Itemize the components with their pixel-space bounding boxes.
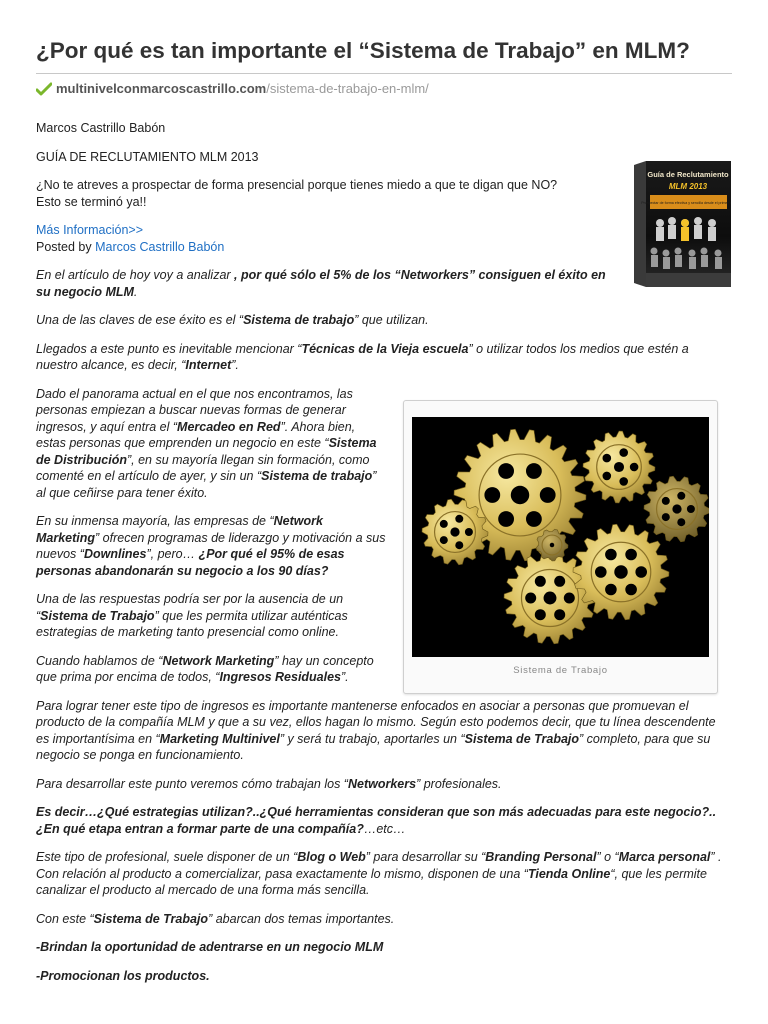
url-path: /sistema-de-trabajo-en-mlm/	[266, 81, 429, 96]
author-line: Marcos Castrillo Babón	[36, 121, 166, 135]
paragraph: -Promocionan los productos.	[36, 968, 210, 983]
posted-by-author-link[interactable]: Marcos Castrillo Babón	[95, 239, 225, 254]
gear-shape	[583, 431, 655, 503]
paragraph: Cuando hablamos de “Network Marketing” hay un concepto que prima por encima de todos, “Ingresos Residuales”.	[36, 653, 374, 684]
gears-graphic	[412, 417, 709, 657]
gears-image[interactable]	[412, 417, 709, 657]
paragraph: -Brindan la oportunidad de adentrarse en un negocio MLM	[36, 940, 384, 954]
promo-line-2: Esto se terminó ya!!	[36, 194, 147, 209]
source-url[interactable]	[36, 81, 429, 96]
book-title-1: Guía de Reclutamiento	[647, 170, 729, 179]
paragraph: En el artículo de hoy voy a analizar , por qué sólo el 5% de los “Networkers” consiguen el éxito en su negocio MLM.	[36, 268, 606, 299]
book-cover-graphic	[630, 161, 731, 287]
gear-shape	[422, 499, 488, 565]
paragraph: Una de las respuestas podría ser por la ausencia de un “Sistema de Trabajo” que les permita utilizar auténticas estrategias de marketing tanto presencial como online.	[36, 592, 348, 639]
post-meta	[36, 222, 732, 255]
paragraph: En su inmensa mayoría, las empresas de “Network Marketing” ofrecen programas de liderazgo y motivación a sus nuevos “Downlines”, pero… ¿Por qué el 95% de esas personas abandonarán su negocio a los 90 días?	[36, 514, 386, 578]
posted-by-label: Posted by	[36, 239, 96, 254]
figure-caption: Sistema de Trabajo	[513, 665, 608, 676]
paragraph: Una de las claves de ese éxito es el “Sistema de trabajo” que utilizan.	[36, 313, 429, 327]
check-icon	[36, 82, 52, 96]
page-title: ¿Por qué es tan importante el “Sistema de Trabajo” en MLM?	[36, 38, 690, 63]
title-divider	[36, 73, 732, 74]
book-title-2: MLM 2013	[668, 182, 708, 191]
paragraph: Para lograr tener este tipo de ingresos es importante mantenerse enfocados en asociar a personas que promuevan el producto de la compañía MLM y que a su vez, ellos hagan lo mismo. Según esto podemos decir, que tu línea descendente es importantísima en “Marketing Multinivel” y será tu trabajo, aportarles un “Sistema de Trabajo” completo, para que su negocio se ponga en funcionamiento.	[36, 698, 716, 762]
figure-card	[403, 400, 718, 694]
paragraph: Con este “Sistema de Trabajo” abarcan dos temas importantes.	[36, 911, 395, 926]
more-info-link[interactable]: Más Información>>	[36, 223, 143, 237]
promo-text	[36, 177, 616, 210]
paragraph: Este tipo de profesional, suele disponer de un “Blog o Web” para desarrollar su “Branding Personal” o “Marca personal” . Con relación al producto a comercializar, pasa exactamente lo mismo, disponen de una “Tienda Online“, que les permite canalizar el producto al mercado de una forma más sencilla.	[36, 850, 722, 897]
book-subtitle: Prospectar de forma efectiva y sencilla desde el primer día	[641, 201, 731, 205]
gear-shape	[644, 476, 709, 542]
url-domain: multinivelconmarcoscastrillo.com	[56, 81, 267, 96]
paragraph: Dado el panorama actual en el que nos encontramos, las personas empiezan a buscar nuevas formas de generar ingresos, y aquí entra el “Mercadeo en Red”. Ahora bien, estas personas que emprenden un negocio en este “Sistema de Distribución”, en su mayoría llegan sin formación, como comenté en el artículo de ayer, y sin un “Sistema de trabajo” al que ceñirse para tener éxito.	[36, 386, 377, 500]
paragraph: Llegados a este punto es inevitable mencionar “Técnicas de la Vieja escuela” o utilizar todos los medios que estén a nuestro alcance, es decir, “Internet”.	[36, 341, 689, 372]
paragraph: Para desarrollar este punto veremos cómo trabajan los “Networkers” profesionales.	[36, 776, 502, 791]
promo-line-1: ¿No te atreves a prospectar de forma presencial porque tienes miedo a que te digan que NO?	[36, 178, 558, 192]
guide-title: GUÍA DE RECLUTAMIENTO MLM 2013	[36, 149, 259, 164]
book-cover-image[interactable]	[630, 161, 731, 287]
paragraph: Es decir…¿Qué estrategias utilizan?..¿Qué herramientas consideran que son más adecuadas para este negocio?..¿En qué etapa entran a formar parte de una compañía?…etc…	[36, 805, 717, 836]
